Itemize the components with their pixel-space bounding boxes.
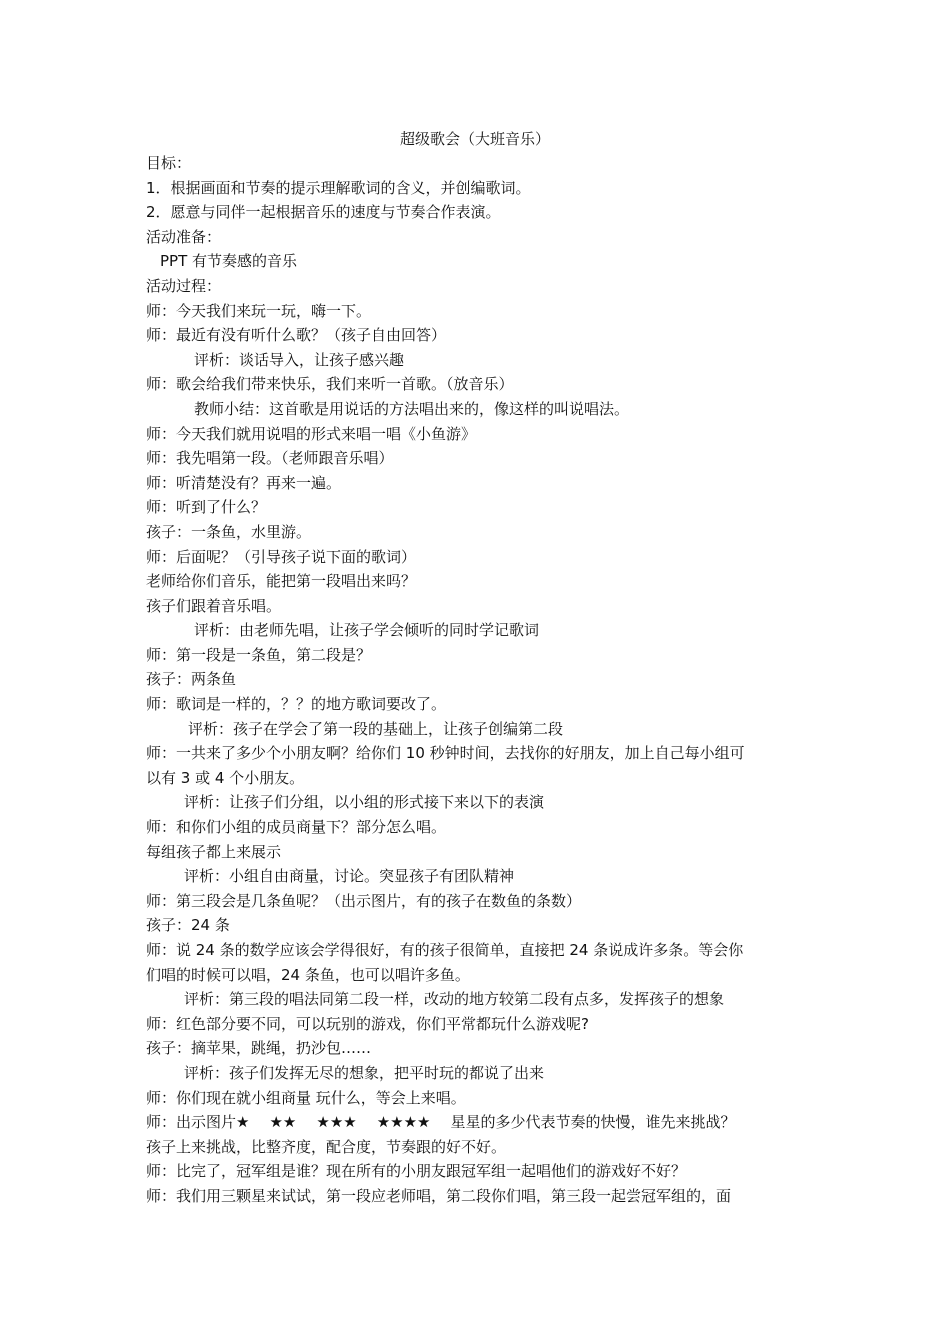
text-line: 师：歌词是一样的，？？的地方歌词要改了。 xyxy=(146,695,447,714)
text-line: 孩子：两条鱼 xyxy=(146,670,237,689)
text-line: 2．愿意与同伴一起根据音乐的速度与节奏合作表演。 xyxy=(146,203,501,222)
text-line: 孩子上来挑战，比整齐度，配合度，节奏跟的好不好。 xyxy=(146,1137,507,1156)
text-line: 师：后面呢？（引导孩子说下面的歌词） xyxy=(146,547,417,566)
text-line: 师：今天我们就用说唱的形式来唱一唱《小鱼游》 xyxy=(146,424,477,443)
text-line: 师：听到了什么？ xyxy=(146,498,267,517)
document-title: 超级歌会（大班音乐） xyxy=(399,130,550,148)
text-line: 活动过程： xyxy=(146,276,222,295)
text-line: 师：说 24 条的数学应该会学得很好，有的孩子很简单，直接把 24 条说成许多条。等会你 xyxy=(146,941,744,959)
text-line: PPT 有节奏感的音乐 xyxy=(160,252,298,271)
text-line: 师：我们用三颗星来试试，第一段应老师唱，第二段你们唱，第三段一起尝冠军组的，面 xyxy=(146,1186,732,1205)
text-line: 们唱的时候可以唱，24 条鱼，也可以唱许多鱼。 xyxy=(146,965,470,984)
text-line: 评析：小组自由商量，讨论。突显孩子有团队精神 xyxy=(184,867,515,886)
text-line: 孩子：24 条 xyxy=(146,916,230,935)
text-line: 师：我先唱第一段。（老师跟音乐唱） xyxy=(146,449,394,468)
text-line: 师：今天我们来玩一玩，嗨一下。 xyxy=(146,301,372,320)
text-line: 师：和你们小组的成员商量下？部分怎么唱。 xyxy=(146,818,447,837)
text-line: 师：第三段会是几条鱼呢？（出示图片，有的孩子在数鱼的条数） xyxy=(146,891,582,910)
stars-line-suffix: 星星的多少代表节奏的快慢，谁先来挑战？ xyxy=(450,1113,736,1132)
text-line: 每组孩子都上来展示 xyxy=(146,842,282,861)
document-body xyxy=(146,151,811,1209)
text-line: 师：比完了，冠军组是谁？现在所有的小朋友跟冠军组一起唱他们的游戏好不好？ xyxy=(146,1162,687,1181)
text-line: 孩子们跟着音乐唱。 xyxy=(146,596,282,615)
text-line: 以有 3 或 4 个小朋友。 xyxy=(146,768,305,787)
text-line: 活动准备： xyxy=(146,227,222,246)
text-line: 师：听清楚没有？再来一遍。 xyxy=(146,473,342,492)
text-line: 1．根据画面和节奏的提示理解歌词的含义，并创编歌词。 xyxy=(146,178,531,197)
text-line: 师：歌会给我们带来快乐，我们来听一首歌。（放音乐） xyxy=(146,375,514,394)
star-group: ★★ xyxy=(269,1113,297,1132)
text-line: 师：最近有没有听什么歌？（孩子自由回答） xyxy=(146,326,447,345)
text-line: 师：第一段是一条鱼，第二段是？ xyxy=(146,645,372,664)
text-line: 评析：孩子在学会了第一段的基础上，让孩子创编第二段 xyxy=(188,719,564,738)
text-line: 评析：第三段的唱法同第二段一样，改动的地方较第二段有点多，发挥孩子的想象 xyxy=(184,990,725,1009)
star-group: ★★★★ xyxy=(376,1113,431,1132)
text-line: 评析：让孩子们分组，以小组的形式接下来以下的表演 xyxy=(184,793,545,812)
text-line: 孩子：一条鱼，水里游。 xyxy=(146,522,312,541)
text-line: 目标： xyxy=(146,154,192,172)
text-line: 老师给你们音乐，能把第一段唱出来吗？ xyxy=(146,572,417,591)
text-line: 师：红色部分要不同，可以玩别的游戏，你们平常都玩什么游戏呢? xyxy=(146,1014,589,1033)
text-line: 评析：孩子们发挥无尽的想象，把平时玩的都说了出来 xyxy=(184,1063,545,1082)
stars-line xyxy=(146,1110,811,1135)
star-group: ★★★ xyxy=(316,1113,357,1132)
text-line: 师：一共来了多少个小朋友啊？给你们 10 秒钟时间，去找你的好朋友，加上自己每小组可 xyxy=(146,744,745,763)
text-line: 师：你们现在就小组商量 玩什么，等会上来唱。 xyxy=(146,1088,466,1107)
text-line: 评析：谈话导入，让孩子感兴趣 xyxy=(194,350,405,369)
text-line: 教师小结：这首歌是用说话的方法唱出来的，像这样的叫说唱法。 xyxy=(194,399,630,418)
text-line: 孩子：摘苹果，跳绳，扔沙包…… xyxy=(146,1039,372,1058)
stars-line-prefix: 师：出示图片 xyxy=(146,1113,237,1132)
text-line: 评析：由老师先唱，让孩子学会倾听的同时学记歌词 xyxy=(194,621,540,640)
star-group: ★ xyxy=(236,1113,250,1132)
